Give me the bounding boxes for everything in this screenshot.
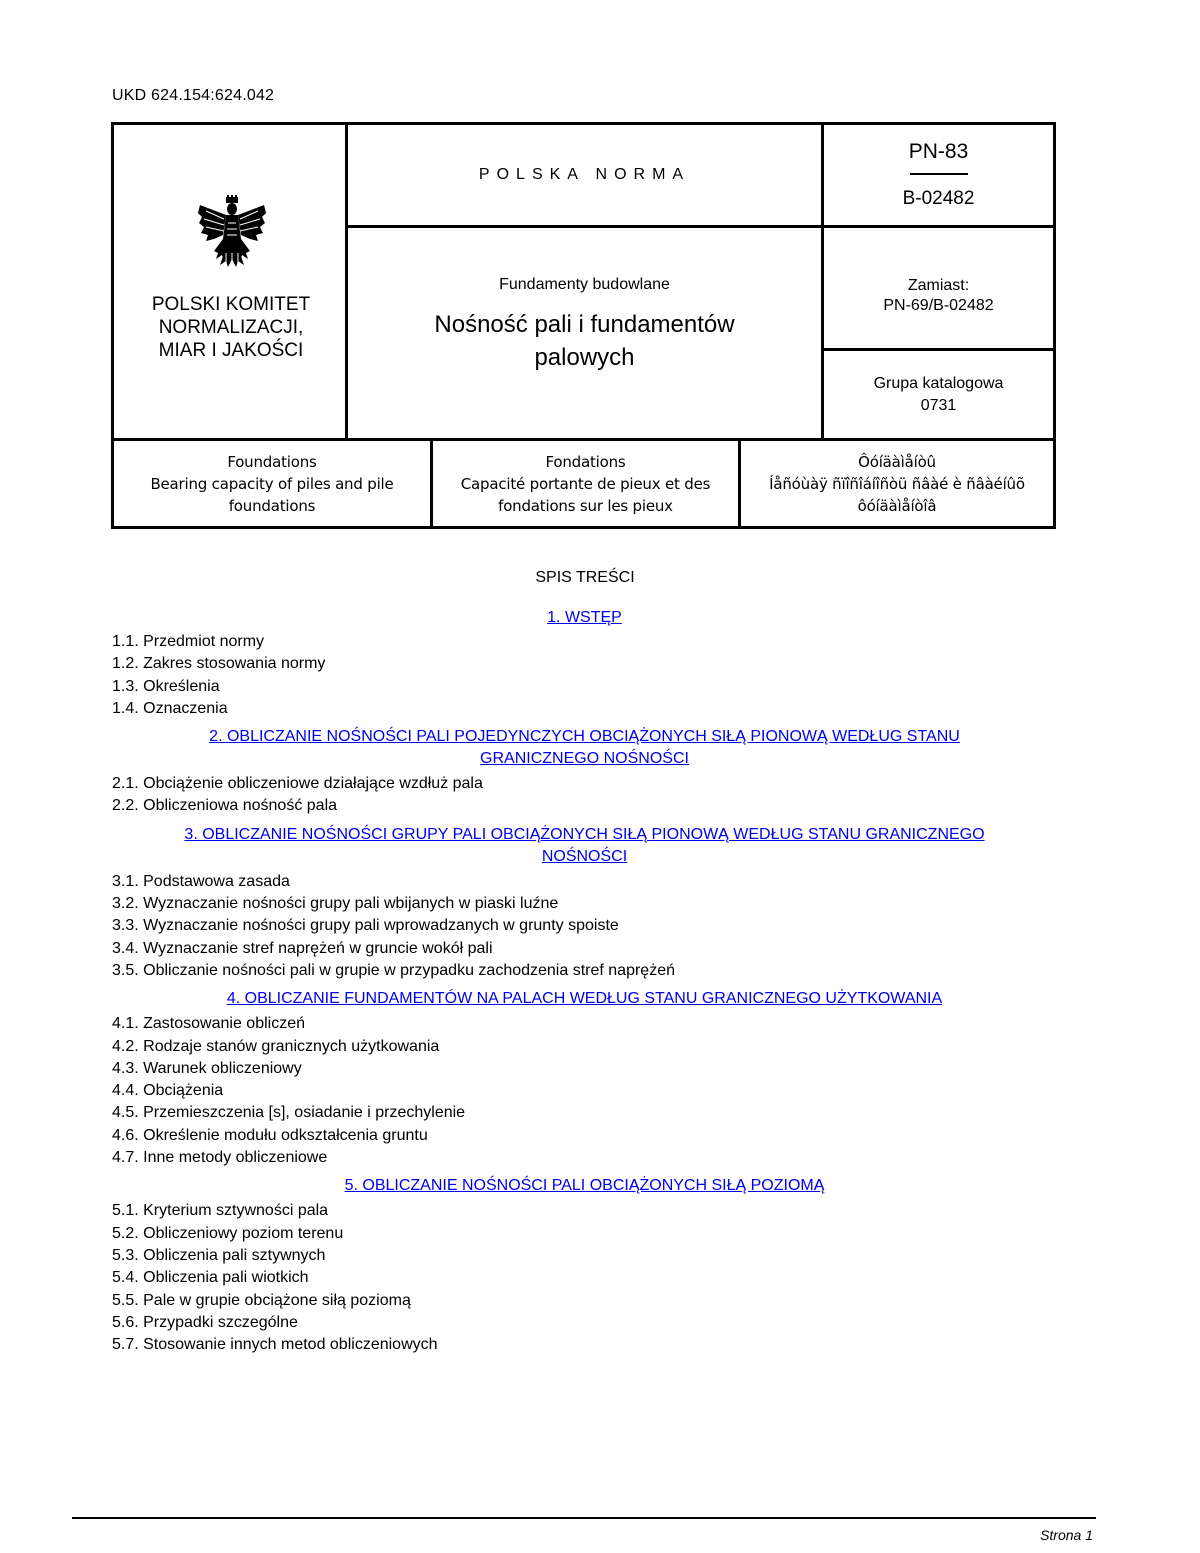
translation-line: Bearing capacity of piles and pile xyxy=(150,474,394,493)
catalog-label: Grupa katalogowa xyxy=(873,374,1004,392)
toc-item: 5.6. Przypadki szczególne xyxy=(112,1313,298,1331)
toc-section-2-link[interactable]: 2. OBLICZANIE NOŚNOŚCI PALI POJEDYNCZYCH OBCIĄŻONYCH SIŁĄ PIONOWĄ WEDŁUG STANU GRANICZNEGO NOŚNOŚCI xyxy=(209,728,960,768)
translation-line: Foundations xyxy=(227,452,317,471)
toc-item: 4.5. Przemieszczenia [s], osiadanie i przechylenie xyxy=(112,1104,466,1122)
replaces-value: PN-69/B-02482 xyxy=(883,297,994,314)
title-line: Nośność pali i fundamentów xyxy=(434,311,735,338)
pn-number: B-02482 xyxy=(902,188,975,209)
norm-title xyxy=(434,308,734,374)
translations-table xyxy=(111,438,1056,529)
toc-item: 3.5. Obliczanie nośności pali w grupie w przypadku zachodzenia stref naprężeń xyxy=(112,961,675,979)
toc-item: 5.7. Stosowanie innych metod obliczeniowych xyxy=(112,1336,438,1354)
toc-item: 3.1. Podstawowa zasada xyxy=(112,872,290,890)
toc-item: 5.4. Obliczenia pali wiotkich xyxy=(112,1269,309,1287)
toc-item: 4.2. Rodzaje stanów granicznych użytkowania xyxy=(112,1037,440,1055)
pn-rule xyxy=(910,173,968,175)
catalog-cell xyxy=(824,351,1053,438)
catalog-value: 0731 xyxy=(920,396,957,414)
translation-line: foundations xyxy=(228,496,316,515)
norm-header-table xyxy=(111,122,1056,441)
footer-rule xyxy=(72,1517,1096,1519)
toc-item: 3.2. Wyznaczanie nośności grupy pali wbijanych w piaski luźne xyxy=(112,895,559,913)
toc-item: 2.1. Obciążenie obliczeniowe działające wzdłuż pala xyxy=(112,775,483,793)
toc-item: 2.2. Obliczeniowa nośność pala xyxy=(112,797,338,815)
translation-line: Capacité portante de pieux et des xyxy=(460,474,711,493)
toc-section-4-link[interactable]: 4. OBLICZANIE FUNDAMENTÓW NA PALACH WEDŁUG STANU GRANICZNEGO UŻYTKOWANIA xyxy=(226,990,943,1008)
toc-item: 1.1. Przedmiot normy xyxy=(112,633,265,650)
page-number: Strona 1 xyxy=(1040,1527,1093,1543)
toc-item: 1.2. Zakres stosowania normy xyxy=(112,655,326,673)
committee-line: POLSKI KOMITET xyxy=(151,294,311,315)
toc-item: 4.4. Obciążenia xyxy=(112,1082,224,1100)
toc-item: 5.1. Kryterium sztywności pala xyxy=(112,1202,329,1220)
title-cell xyxy=(348,228,821,438)
title-line: palowych xyxy=(534,344,635,371)
french-title xyxy=(433,441,738,526)
toc-item: 4.6. Określenie modułu odkształcenia gruntu xyxy=(112,1126,428,1144)
toc-section-5-link[interactable]: 5. OBLICZANIE NOŚNOŚCI PALI OBCIĄŻONYCH SIŁĄ POZIOMĄ xyxy=(344,1177,825,1195)
toc-item: 4.7. Inne metody obliczeniowe xyxy=(112,1149,328,1167)
committee-name xyxy=(114,293,348,362)
pn-year: PN-83 xyxy=(908,140,969,163)
toc-section-3-link[interactable]: 3. OBLICZANIE NOŚNOŚCI GRUPY PALI OBCIĄŻONYCH SIŁĄ PIONOWĄ WEDŁUG STANU GRANICZNEGO NOŚNOŚCI xyxy=(184,825,985,865)
norm-subtitle: Fundamenty budowlane xyxy=(499,276,670,293)
committee-line: NORMALIZACJI, xyxy=(158,317,304,338)
toc-section-1-link[interactable]: 1. WSTĘP xyxy=(547,609,622,626)
toc-item: 5.3. Obliczenia pali sztywnych xyxy=(112,1246,326,1264)
toc-item: 4.3. Warunek obliczeniowy xyxy=(112,1059,302,1077)
committee-line: MIAR I JAKOŚCI xyxy=(158,340,304,361)
translation-line: ôóíäàìåíòîâ xyxy=(857,496,937,515)
translation-line: Íåñóùàÿ ñïîñîáíîñòü ñâàé è ñâàéíûõ xyxy=(769,474,1025,493)
pn-number-cell xyxy=(824,125,1053,225)
translation-line: Ôóíäàìåíòû xyxy=(858,452,936,471)
toc-item: 3.3. Wyznaczanie nośności grupy pali wprowadzanych w grunty spoiste xyxy=(112,917,619,935)
toc-item: 4.1. Zastosowanie obliczeń xyxy=(112,1015,305,1033)
replaces-label: Zamiast: xyxy=(907,277,970,294)
polish-eagle-emblem-icon xyxy=(196,195,268,267)
table-of-contents xyxy=(112,607,1057,1356)
toc-item: 5.2. Obliczeniowy poziom terenu xyxy=(112,1224,344,1242)
replaces-cell xyxy=(824,228,1053,348)
translation-line: Fondations xyxy=(545,452,626,471)
english-title xyxy=(114,441,430,526)
toc-title: SPIS TREŚCI xyxy=(535,569,635,586)
toc-item: 1.4. Oznaczenia xyxy=(112,699,228,717)
norm-label-cell xyxy=(348,125,821,225)
russian-title xyxy=(741,441,1053,526)
toc-item: 1.3. Określenia xyxy=(112,677,220,695)
translation-line: fondations sur les pieux xyxy=(498,496,673,515)
ukd-code: UKD 624.154:624.042 xyxy=(112,87,275,104)
toc-item: 5.5. Pale w grupie obciążone siłą poziomą xyxy=(112,1291,411,1309)
norm-label: POLSKA NORMA xyxy=(478,166,691,183)
toc-item: 3.4. Wyznaczanie stref naprężeń w gruncie wokół pali xyxy=(112,939,493,957)
